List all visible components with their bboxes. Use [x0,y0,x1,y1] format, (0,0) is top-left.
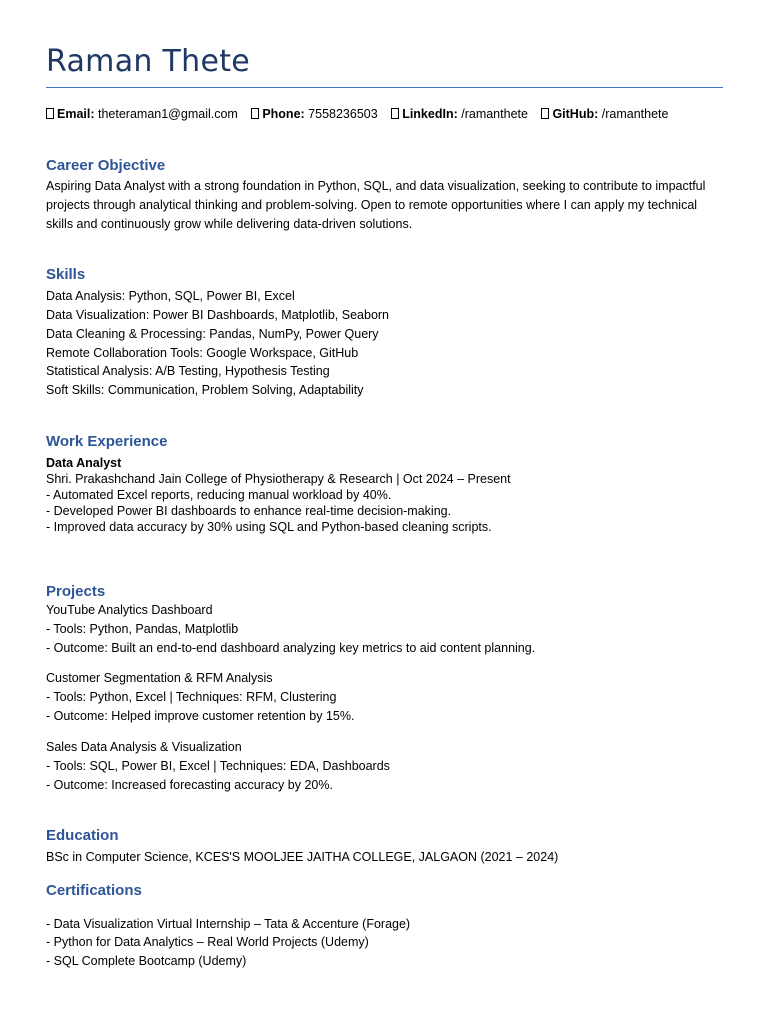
contact-linkedin-value[interactable]: /ramanthete [461,107,528,121]
contact-linkedin-label: LinkedIn: [402,107,458,121]
project-line: - Outcome: Built an end-to-end dashboard analyzing key metrics to aid content planning. [46,641,536,655]
job-title: Data Analyst [46,456,122,470]
work-experience-heading: Work Experience [46,433,168,450]
skill-item: Data Analysis: Python, SQL, Power BI, Excel [46,289,295,303]
contact-phone-value[interactable]: 7558236503 [308,107,378,121]
education-heading: Education [46,827,119,844]
header-divider [46,87,723,88]
project-line: - Tools: Python, Pandas, Matplotlib [46,622,239,636]
job-point: - Improved data accuracy by 30% using SQL and Python-based cleaning scripts. [46,520,492,534]
project-line: - Tools: Python, Excel | Techniques: RFM, Clustering [46,690,337,704]
contact-email [46,107,238,121]
skill-item: Soft Skills: Communication, Problem Solving, Adaptability [46,383,364,397]
contact-phone [251,107,377,121]
skill-item: Remote Collaboration Tools: Google Workspace, GitHub [46,346,359,360]
career-objective-heading: Career Objective [46,157,166,174]
contact-phone-label: Phone: [262,107,305,121]
skill-item: Data Cleaning & Processing: Pandas, NumPy, Power Query [46,327,379,341]
contact-linkedin [391,107,528,121]
project-title: Customer Segmentation & RFM Analysis [46,671,273,685]
certification-item: - Python for Data Analytics – Real World Projects (Udemy) [46,935,369,949]
candidate-name: Raman Thete [46,44,251,79]
contact-github-label: GitHub: [552,107,599,121]
phone-icon [251,108,259,119]
project-title: YouTube Analytics Dashboard [46,603,213,617]
skill-item: Data Visualization: Power BI Dashboards, Matplotlib, Seaborn [46,308,390,322]
project-line: - Outcome: Increased forecasting accuracy by 20%. [46,778,333,792]
project-title: Sales Data Analysis & Visualization [46,740,242,754]
career-objective-text: Aspiring Data Analyst with a strong foundation in Python, SQL, and data visualization, seeking to contribute to impactful projects through analytical thinking and problem-solving. Open to remote opportunities where I can apply my technical skills and continuously grow while delivering data-driven solutions. [46,179,706,231]
certifications-heading: Certifications [46,882,142,899]
contact-github-value[interactable]: /ramanthete [601,107,669,121]
email-icon [46,108,54,119]
education-entry: BSc in Computer Science, KCES'S MOOLJEE JAITHA COLLEGE, JALGAON (2021 – 2024) [46,850,559,864]
linkedin-icon [391,108,399,119]
projects-heading: Projects [46,583,106,600]
project-line: - Tools: SQL, Power BI, Excel | Techniques: EDA, Dashboards [46,759,390,773]
contact-line [46,107,678,121]
github-icon [541,108,549,119]
contact-email-label: Email: [57,107,95,121]
job-point: - Automated Excel reports, reducing manual workload by 40%. [46,488,392,502]
contact-github [541,107,668,121]
job-point: - Developed Power BI dashboards to enhance real-time decision-making. [46,504,452,518]
certification-item: - SQL Complete Bootcamp (Udemy) [46,954,247,968]
contact-email-value[interactable]: theteraman1@gmail.com [98,107,238,121]
job-organization: Shri. Prakashchand Jain College of Physiotherapy & Research | Oct 2024 – Present [46,472,511,486]
skills-heading: Skills [46,266,86,283]
certification-item: - Data Visualization Virtual Internship – Tata & Accenture (Forage) [46,917,411,931]
skill-item: Statistical Analysis: A/B Testing, Hypothesis Testing [46,364,330,378]
project-line: - Outcome: Helped improve customer retention by 15%. [46,709,355,723]
